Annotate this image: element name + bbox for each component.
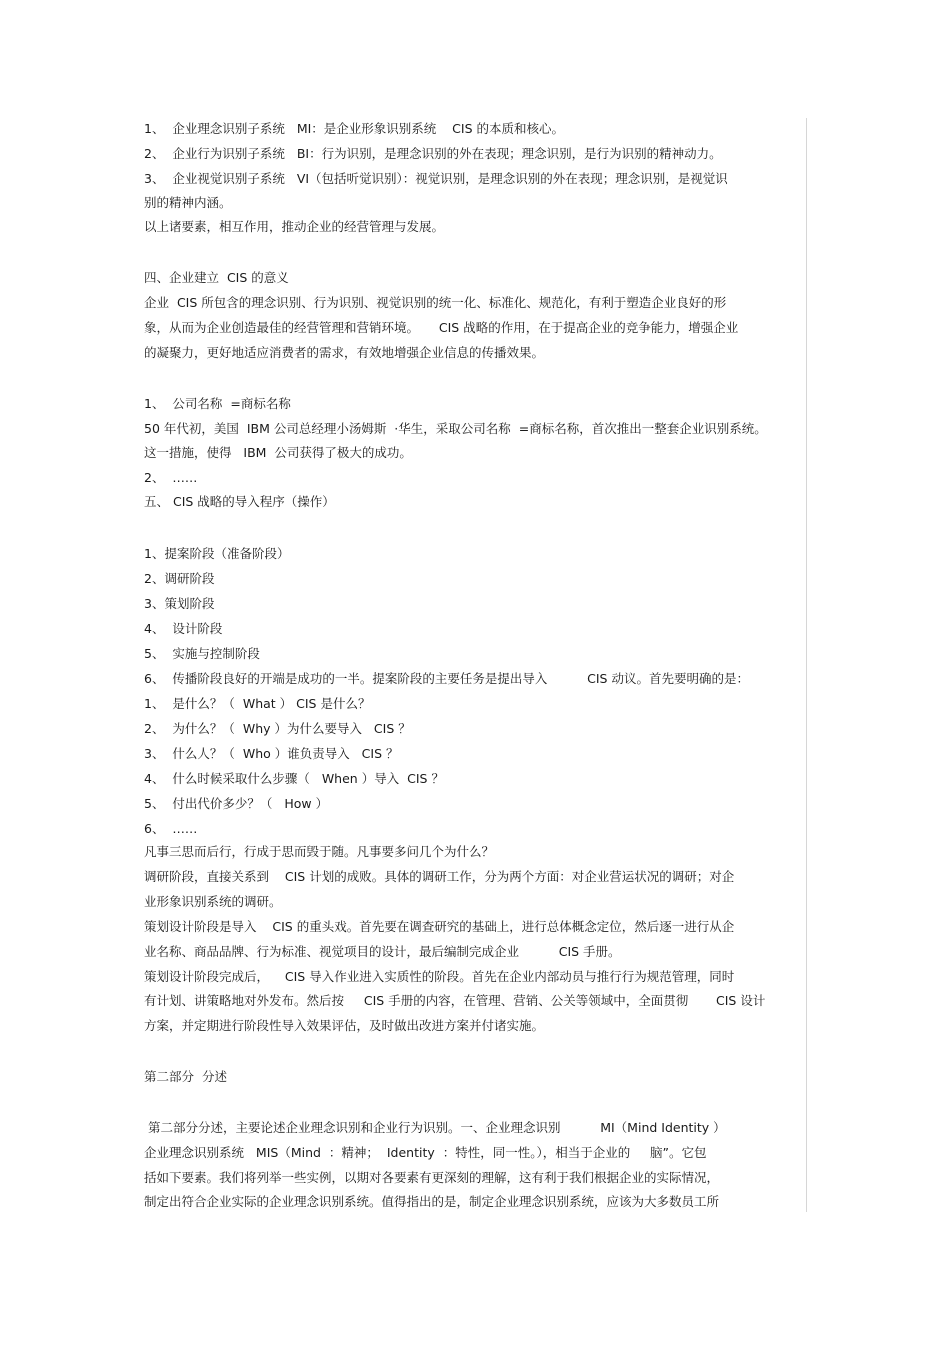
text-line: 企业 CIS 所包含的理念识别、行为识别、视觉识别的统一化、标准化、规范化，有利于塑造企业良好的形 bbox=[144, 295, 727, 310]
list-item: 5、 付出代价多少？（ How ） bbox=[144, 796, 329, 811]
text-line: 2、 企业行为识别子系统 BI：行为识别，是理念识别的外在表现；理念识别，是行为识别的精神动力。 bbox=[144, 146, 722, 161]
list-item: 1、提案阶段（准备阶段） bbox=[144, 546, 290, 561]
text-line: 业名称、商品品牌、行为标准、视觉项目的设计，最后编制完成企业 CIS 手册。 bbox=[144, 944, 621, 959]
text-line: 别的精神内涵。 bbox=[144, 195, 232, 210]
text-line: 调研阶段，直接关系到 CIS 计划的成败。具体的调研工作，分为两个方面：对企业营运状况的调研；对企 bbox=[144, 869, 735, 884]
text-line: 50 年代初，美国 IBM 公司总经理小汤姆斯 ·华生，采取公司名称 =商标名称，首次推出一整套企业识别系统。 bbox=[144, 421, 767, 436]
text-line: 策划设计阶段完成后， CIS 导入作业进入实质性的阶段。首先在企业内部动员与推行行为规范管理，同时 bbox=[144, 969, 735, 984]
list-item: 5、 实施与控制阶段 bbox=[144, 646, 260, 661]
text-line: 业形象识别系统的调研。 bbox=[144, 894, 282, 909]
list-item: 3、策划阶段 bbox=[144, 596, 215, 611]
text-line: 括如下要素。我们将列举一些实例，以期对各要素有更深刻的理解，这有利于我们根据企业的实际情况， bbox=[144, 1170, 720, 1185]
section-heading: 第二部分 分述 bbox=[144, 1069, 227, 1084]
text-line: 3、 企业视觉识别子系统 VI（包括听觉识别）：视觉识别，是理念识别的外在表现；理念识别，是视觉识 bbox=[144, 171, 728, 186]
text-line: 凡事三思而后行，行成于思而毁于随。凡事要多问几个为什么？ bbox=[144, 844, 495, 859]
section-heading: 四、企业建立 CIS 的意义 bbox=[144, 270, 289, 285]
text-line: 有计划、讲策略地对外发布。然后按 CIS 手册的内容，在管理、营销、公关等领域中，全面贯彻 CIS 设计 bbox=[144, 993, 766, 1008]
list-item: 4、 什么时候采取什么步骤（ When ）导入 CIS ？ bbox=[144, 771, 444, 786]
text-line: 1、 公司名称 =商标名称 bbox=[144, 396, 291, 411]
list-item: 2、 为什么？（ Why ）为什么要导入 CIS ？ bbox=[144, 721, 411, 736]
list-item: 6、 …… bbox=[144, 821, 198, 836]
text-line: 这一措施，使得 IBM 公司获得了极大的成功。 bbox=[144, 445, 412, 460]
list-item: 3、 什么人？（ Who ）谁负责导入 CIS ？ bbox=[144, 746, 399, 761]
list-item: 1、 是什么？（ What ） CIS 是什么？ bbox=[144, 696, 371, 711]
text-line: 第二部分分述，主要论述企业理念识别和企业行为识别。一、企业理念识别 MI（Mind Identity ） bbox=[144, 1120, 726, 1135]
list-item: 2、调研阶段 bbox=[144, 571, 215, 586]
text-line: 象，从而为企业创造最佳的经营管理和营销环境。 CIS 战略的作用，在于提高企业的竞争能力，增强企业 bbox=[144, 320, 739, 335]
list-item: 4、 设计阶段 bbox=[144, 621, 223, 636]
list-item: 6、 传播阶段良好的开端是成功的一半。提案阶段的主要任务是提出导入 CIS 动议。首先要明确的是： bbox=[144, 671, 749, 686]
text-line: 制定出符合企业实际的企业理念识别系统。值得指出的是，制定企业理念识别系统，应该为大多数员工所 bbox=[144, 1194, 720, 1209]
section-heading: 五、 CIS 战略的导入程序（操作） bbox=[144, 494, 335, 509]
text-line: 以上诸要素，相互作用，推动企业的经营管理与发展。 bbox=[144, 219, 445, 234]
text-line: 策划设计阶段是导入 CIS 的重头戏。首先要在调查研究的基础上，进行总体概念定位，然后逐一进行从企 bbox=[144, 919, 735, 934]
text-line: 方案，并定期进行阶段性导入效果评估，及时做出改进方案并付诸实施。 bbox=[144, 1018, 545, 1033]
text-line: 2、 …… bbox=[144, 470, 198, 485]
text-line: 的凝聚力，更好地适应消费者的需求，有效地增强企业信息的传播效果。 bbox=[144, 345, 545, 360]
text-line: 企业理念识别系统 MIS（Mind ：精神； Identity ：特性，同一性。），相当于企业的 脑”。它包 bbox=[144, 1145, 707, 1160]
page-right-rule bbox=[806, 118, 807, 1212]
text-line: 1、 企业理念识别子系统 MI：是企业形象识别系统 CIS 的本质和核心。 bbox=[144, 121, 565, 136]
